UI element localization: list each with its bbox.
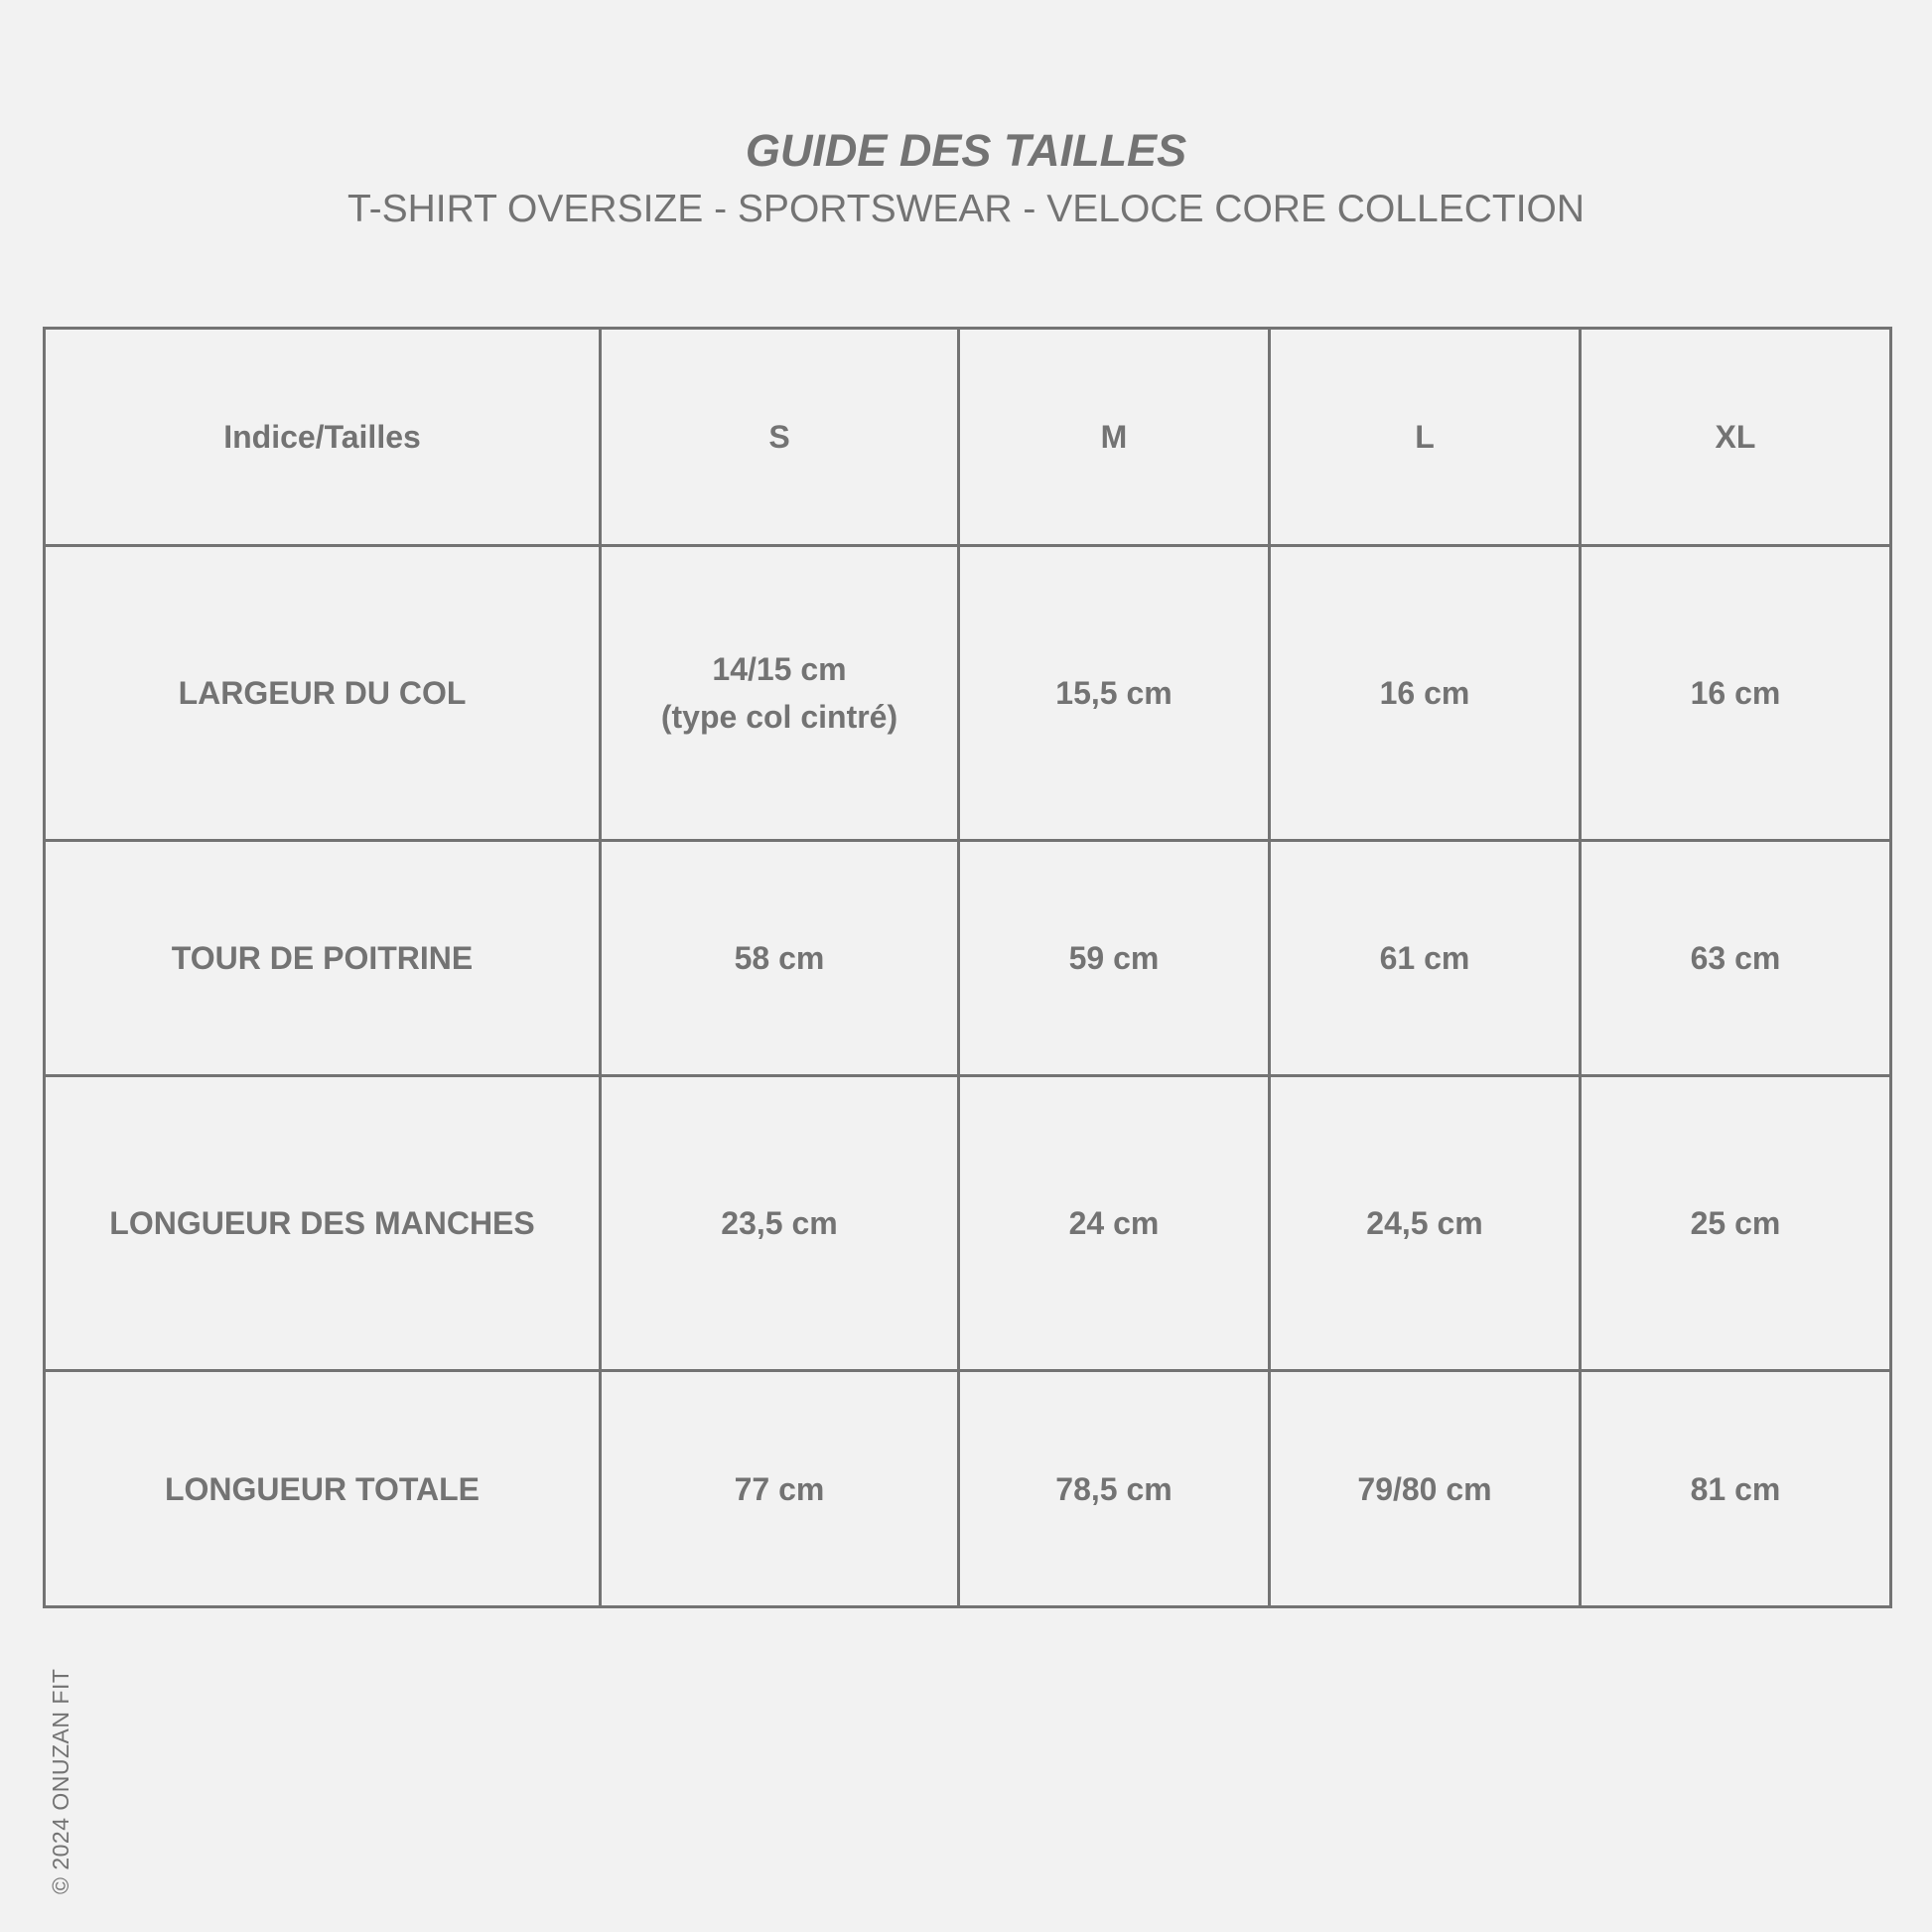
cell-value-line2: (type col cintré) bbox=[660, 699, 898, 735]
page-title: GUIDE DES TAILLES bbox=[745, 125, 1187, 176]
table-row bbox=[45, 1371, 1891, 1607]
cell-longueur-totale-s: 77 cm bbox=[601, 1371, 959, 1607]
row-label-largeur-col: LARGEUR DU COL bbox=[45, 546, 601, 841]
cell-value-line1: 14/15 cm bbox=[712, 651, 847, 687]
cell-longueur-totale-l: 79/80 cm bbox=[1270, 1371, 1581, 1607]
cell-tour-poitrine-xl: 63 cm bbox=[1581, 841, 1891, 1076]
header-cell-m: M bbox=[959, 329, 1270, 546]
cell-longueur-totale-xl: 81 cm bbox=[1581, 1371, 1891, 1607]
cell-longueur-manches-m: 24 cm bbox=[959, 1076, 1270, 1371]
copyright-notice: © 2024 ONUZAN FIT bbox=[48, 1668, 73, 1894]
size-guide-table bbox=[43, 327, 1892, 1608]
cell-tour-poitrine-s: 58 cm bbox=[601, 841, 959, 1076]
cell-largeur-col-l: 16 cm bbox=[1270, 546, 1581, 841]
cell-largeur-col-xl: 16 cm bbox=[1581, 546, 1891, 841]
row-label-tour-poitrine: TOUR DE POITRINE bbox=[45, 841, 601, 1076]
cell-largeur-col-s bbox=[601, 546, 959, 841]
cell-tour-poitrine-m: 59 cm bbox=[959, 841, 1270, 1076]
page-subtitle: T-SHIRT OVERSIZE - SPORTSWEAR - VELOCE CORE COLLECTION bbox=[346, 188, 1586, 230]
cell-longueur-totale-m: 78,5 cm bbox=[959, 1371, 1270, 1607]
cell-largeur-col-m: 15,5 cm bbox=[959, 546, 1270, 841]
cell-longueur-manches-l: 24,5 cm bbox=[1270, 1076, 1581, 1371]
row-label-longueur-totale: LONGUEUR TOTALE bbox=[45, 1371, 601, 1607]
header-cell-xl: XL bbox=[1581, 329, 1891, 546]
table-row bbox=[45, 841, 1891, 1076]
cell-longueur-manches-s: 23,5 cm bbox=[601, 1076, 959, 1371]
table-row bbox=[45, 1076, 1891, 1371]
cell-longueur-manches-xl: 25 cm bbox=[1581, 1076, 1891, 1371]
table-header-row bbox=[45, 329, 1891, 546]
row-label-longueur-manches: LONGUEUR DES MANCHES bbox=[45, 1076, 601, 1371]
table-row bbox=[45, 546, 1891, 841]
header-cell-indice: Indice/Tailles bbox=[45, 329, 601, 546]
header-cell-l: L bbox=[1270, 329, 1581, 546]
cell-tour-poitrine-l: 61 cm bbox=[1270, 841, 1581, 1076]
header-cell-s: S bbox=[601, 329, 959, 546]
